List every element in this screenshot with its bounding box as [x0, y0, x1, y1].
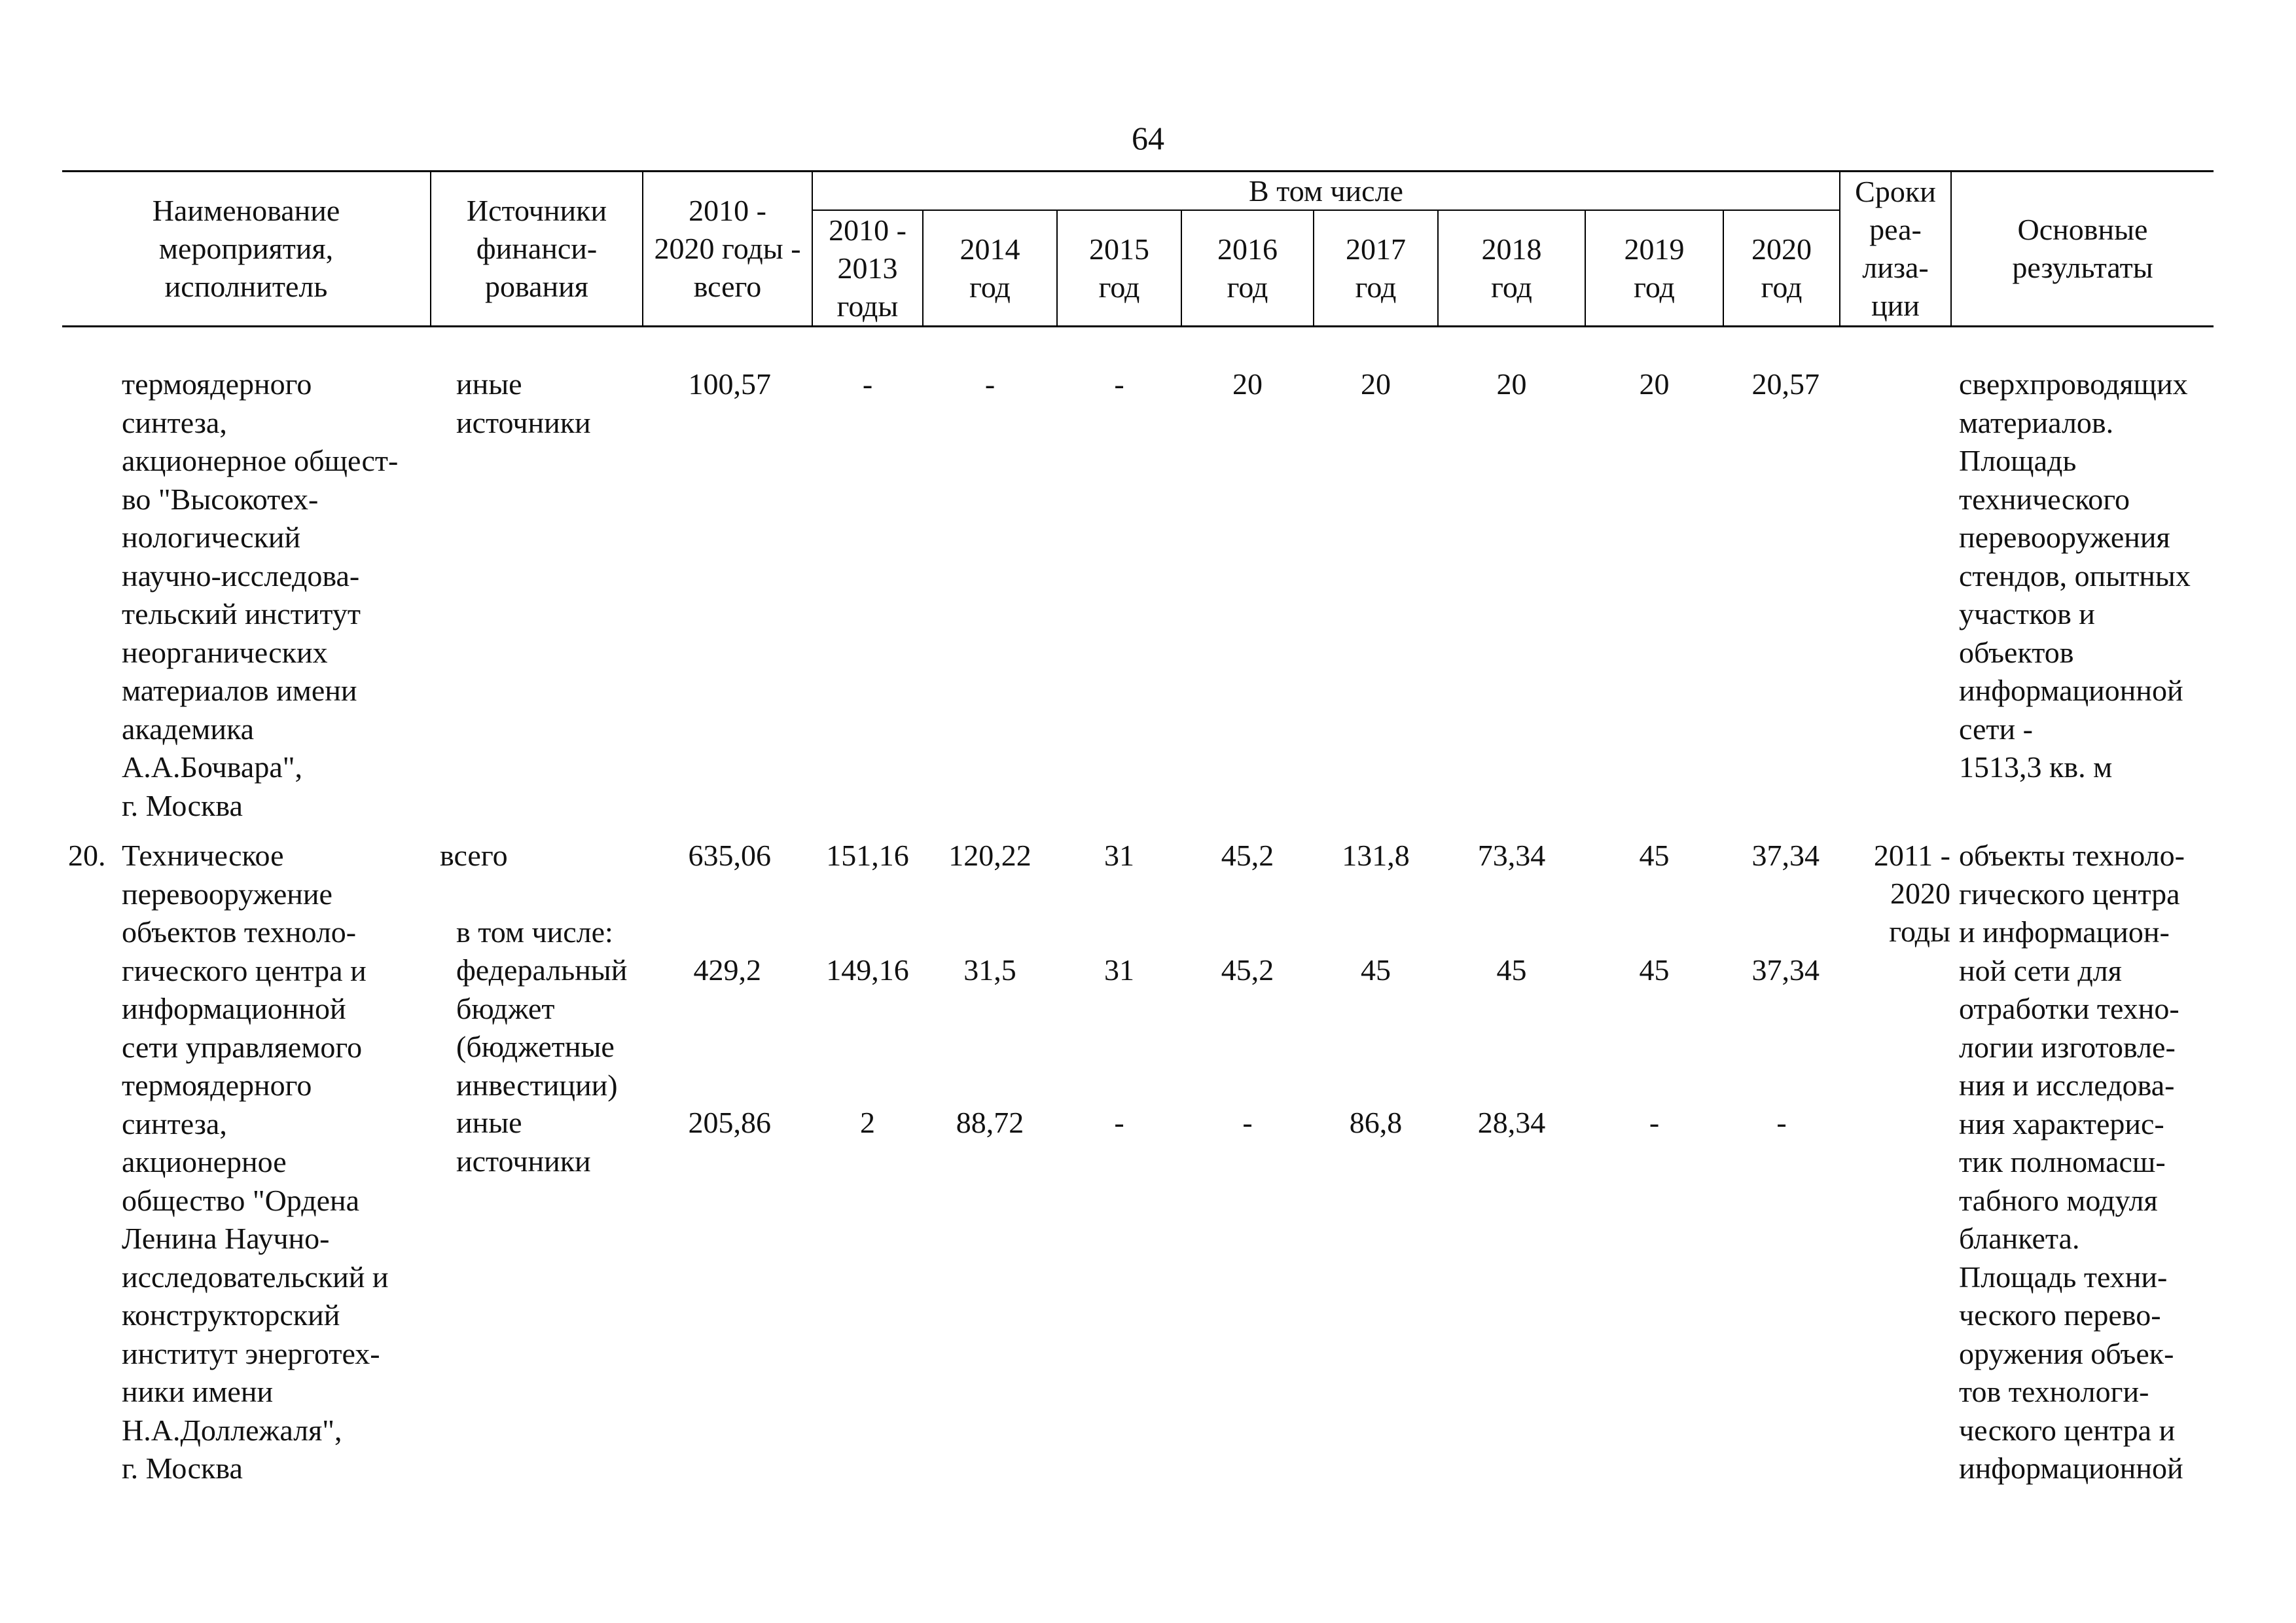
row20-source-total: всего: [440, 839, 508, 872]
row20-federal-2017: 45: [1361, 953, 1391, 987]
row20-total-2014: 120,22: [948, 839, 1031, 872]
row20-source-including: в том числе:: [456, 915, 613, 949]
row20-total-2019: 45: [1639, 839, 1670, 872]
row20-federal-2016: 45,2: [1221, 953, 1274, 987]
row20-total-2010-2013: 151,16: [826, 839, 909, 872]
header-2020: 2020 год: [1751, 232, 1812, 304]
prev-row-results: сверхпроводящих материалов. Площадь технического перевооружения стендов, опытных участков и объектов информационной сети - 1513,3 кв. м: [1959, 367, 2191, 784]
page-number: 64: [1132, 120, 1164, 156]
row20-federal-all: 429,2: [693, 953, 761, 987]
header-2010-2013: 2010 - 2013 годы: [829, 213, 906, 323]
row20-other-2010-2013: 2: [860, 1106, 875, 1139]
header-2019: 2019 год: [1624, 232, 1685, 304]
row20-total-2016: 45,2: [1221, 839, 1274, 872]
prev-row-2018: 20: [1496, 367, 1527, 401]
row20-other-2020: -: [1776, 1106, 1787, 1139]
header-2014: 2014 год: [960, 232, 1020, 304]
prev-row-2016: 20: [1232, 367, 1263, 401]
row20-federal-2020: 37,34: [1751, 953, 1820, 987]
row20-federal-2014: 31,5: [963, 953, 1016, 987]
row20-source-other: иные источники: [456, 1106, 591, 1178]
row20-results: объекты техноло- гического центра и информацион- ной сети для отработки техно- логии изготовле- ния и исследова- ния характерис- тик полномасш- табного модуля бланкета. Площадь техни- ческого перево- оружения объек- тов технологи- ческого центра и информационной: [1959, 839, 2185, 1485]
row20-other-2014: 88,72: [956, 1106, 1024, 1139]
header-including: В том числе: [1249, 173, 1403, 208]
row20-other-2019: -: [1649, 1106, 1660, 1139]
row20-number: 20.: [68, 839, 106, 872]
row20-federal-2015: 31: [1104, 953, 1134, 987]
prev-row-name: термоядерного синтеза, акционерное общест- во "Высокотех- нологический научно-исследова- тельский институт неорганических материалов имени академика А.А.Бочвара", г. Москва: [122, 367, 399, 822]
prev-row-2015: -: [1114, 367, 1124, 401]
row20-other-all: 205,86: [688, 1106, 771, 1139]
row20-terms: 2011 - 2020 годы: [1873, 839, 1950, 948]
row20-name: Техническое перевооружение объектов техноло- гического центра и информационной сети управляемого термоядерного синтеза, акционерное общество "Ордена Ленина Научно- исследовательский и конструкторский институт энерготех- ники имени Н.А.Доллежаля", г. Москва: [122, 839, 389, 1485]
header-results: Основные результаты: [2012, 213, 2153, 284]
row20-other-2018: 28,34: [1477, 1106, 1546, 1139]
header-total: 2010 - 2020 годы - всего: [654, 194, 801, 303]
prev-row-2019: 20: [1639, 367, 1670, 401]
row20-total-all: 635,06: [688, 839, 771, 872]
header-bottom-rule: [62, 325, 2214, 327]
header-2018: 2018 год: [1481, 232, 1542, 304]
row20-total-2017: 131,8: [1342, 839, 1410, 872]
header-source: Источники финанси- рования: [466, 194, 607, 303]
header-2016: 2016 год: [1217, 232, 1278, 304]
row20-total-2018: 73,34: [1477, 839, 1546, 872]
prev-row-total: 100,57: [688, 367, 771, 401]
row20-federal-2018: 45: [1496, 953, 1527, 987]
row20-other-2017: 86,8: [1349, 1106, 1403, 1139]
prev-row-source: иные источники: [456, 367, 591, 439]
prev-row-2017: 20: [1361, 367, 1391, 401]
row20-other-2016: -: [1242, 1106, 1253, 1139]
header-2015: 2015 год: [1089, 232, 1149, 304]
row20-total-2015: 31: [1104, 839, 1134, 872]
row20-federal-2019: 45: [1639, 953, 1670, 987]
header-terms: Сроки реа- лиза- ции: [1855, 175, 1936, 322]
row20-other-2015: -: [1114, 1106, 1124, 1139]
prev-row-2010-2013: -: [862, 367, 873, 401]
row20-federal-2010-2013: 149,16: [826, 953, 909, 987]
row20-source-federal: федеральный бюджет (бюджетные инвестиции): [456, 953, 628, 1102]
header-2017: 2017 год: [1346, 232, 1406, 304]
header-name: Наименование мероприятия, исполнитель: [152, 194, 340, 303]
prev-row-2020: 20,57: [1751, 367, 1820, 401]
row20-total-2020: 37,34: [1751, 839, 1820, 872]
prev-row-2014: -: [984, 367, 996, 401]
